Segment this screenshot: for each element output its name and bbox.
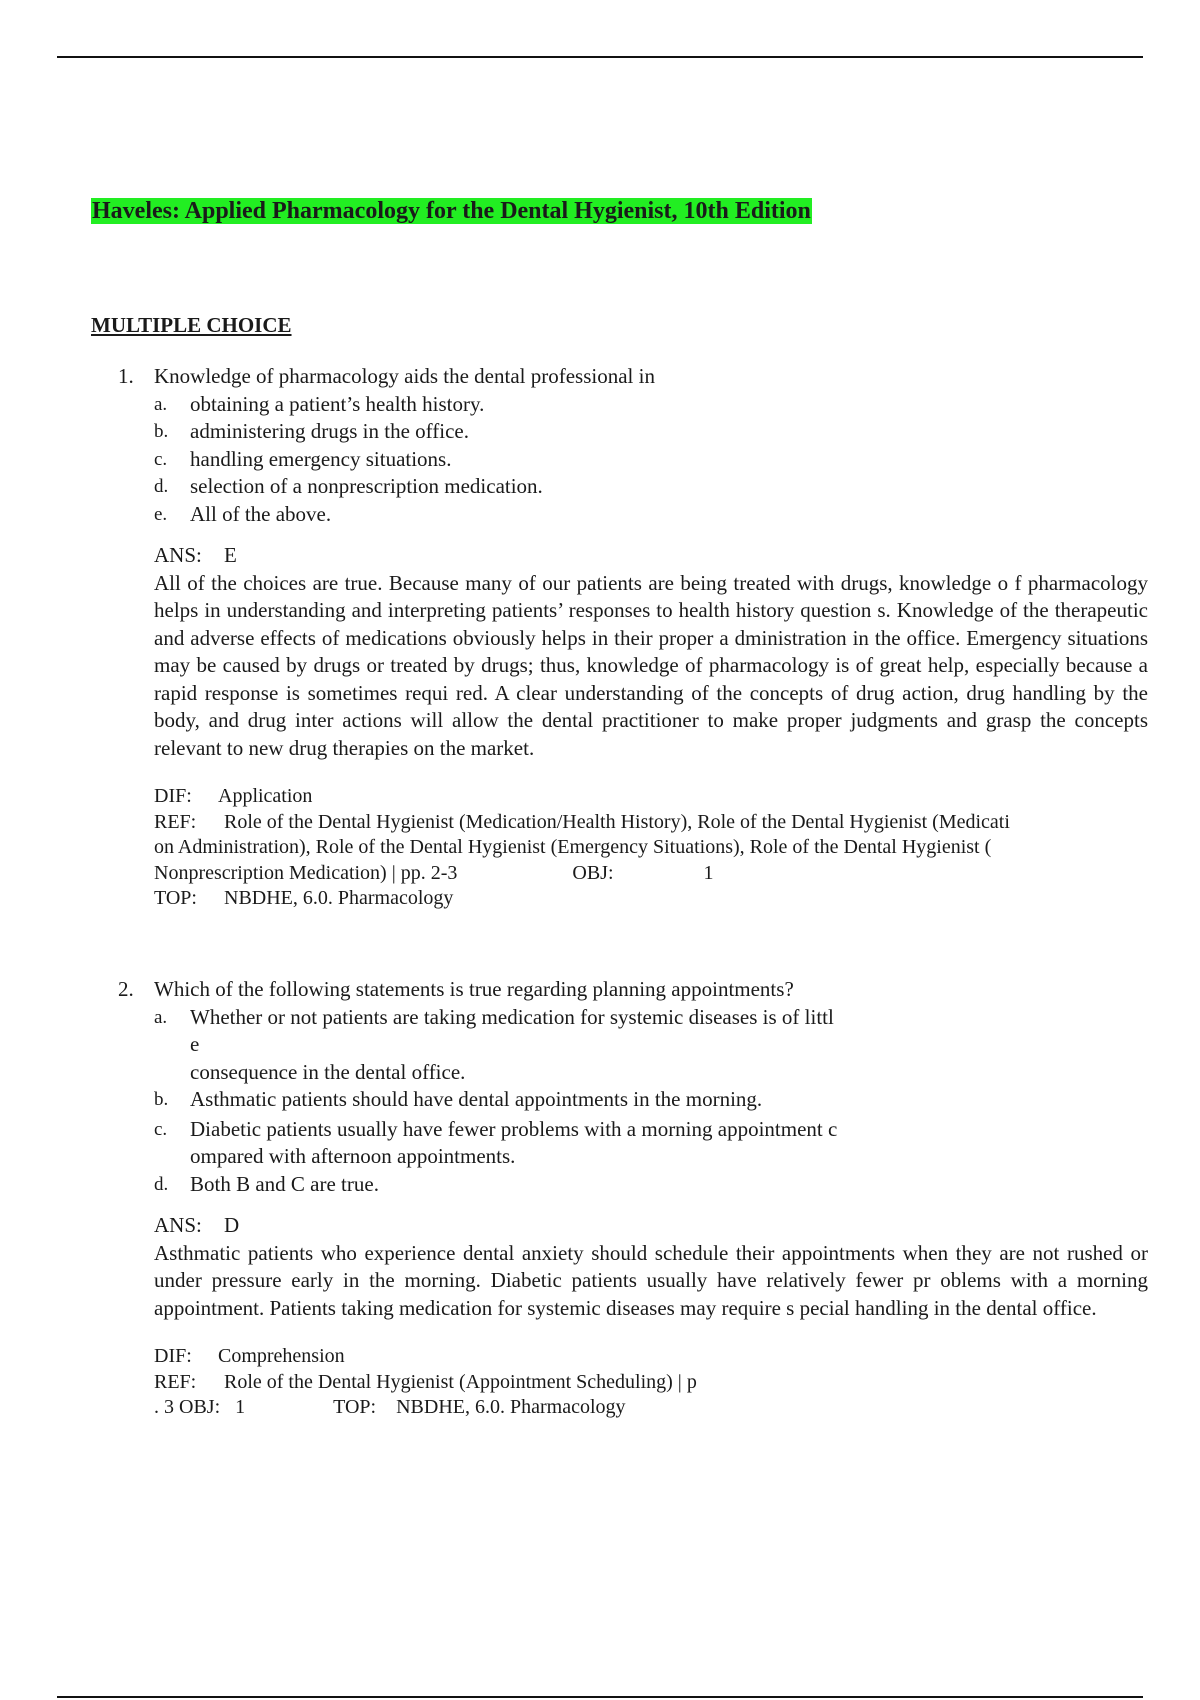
question-2 xyxy=(118,976,1148,1421)
reference-text-1: Role of the Dental Hygienist (Medication/Health History), Role of the Dental Hygienist (Medicati xyxy=(224,810,1010,833)
question-stem xyxy=(118,976,1148,1004)
option-letter: b. xyxy=(154,421,169,442)
objective-label: OBJ: xyxy=(179,1396,221,1418)
answer-options xyxy=(118,391,1148,529)
option-text: Both B and C are true. xyxy=(190,1171,379,1196)
option-letter: d. xyxy=(154,476,169,497)
option-letter: c. xyxy=(154,448,168,470)
objective-label: OBJ: xyxy=(572,861,614,884)
reference-label: REF: xyxy=(154,810,197,833)
answer-explanation: All of the choices are true. Because many of our patients are being treated with drugs, knowledge o f pharmacology helps in understanding and interpreting patients’ responses to health history question s. Knowledge of the therapeutic and adverse effects of medications obviously helps in their proper a dministration in the office. Emergency situations may be caused by drugs or treated by drugs; thus, knowledge of pharmacology is of great help, especially because a rapid response is sometimes requi red. A clear understanding of the concepts of drug action, drug handling by the body, and drug inter actions will allow the dental practitioner to make proper judgments and grasp the concepts relevant to new drug therapies on the market. xyxy=(154,570,1148,760)
question-text: Which of the following statements is true regarding planning appointments? xyxy=(154,977,794,1001)
title-highlight: Haveles: Applied Pharmacology for the Dental Hygienist, 10th Edition xyxy=(92,198,811,224)
answer-options xyxy=(118,1004,1148,1199)
reference-objective-line xyxy=(118,861,1148,887)
section-heading: MULTIPLE CHOICE xyxy=(91,313,292,337)
answer-explanation: Asthmatic patients who experience dental anxiety should schedule their appointments when they are not rushed or under pressure early in the morning. Diabetic patients usually have relatively fewer pr oblems with a morning appointment. Patients taking medication for systemic diseases may require s pecial handling in the dental office. xyxy=(154,1240,1148,1320)
option-text-line-1: Whether or not patients are taking medication for systemic diseases is of littl xyxy=(190,1004,834,1029)
difficulty-line xyxy=(118,784,1148,810)
option-letter: d. xyxy=(154,1173,169,1195)
option-text-line-1: Diabetic patients usually have fewer problems with a morning appointment c xyxy=(190,1116,838,1141)
option-a xyxy=(118,391,1148,419)
reference-line xyxy=(118,810,1148,836)
option-letter: b. xyxy=(154,1089,169,1110)
answer-label: ANS: xyxy=(154,1213,202,1237)
option-d xyxy=(118,1171,1148,1199)
difficulty-label: DIF: xyxy=(154,1345,192,1367)
option-text-line-3: consequence in the dental office. xyxy=(190,1059,466,1084)
topic-label: TOP: xyxy=(154,887,197,909)
option-text-line-2: ompared with afternoon appointments. xyxy=(190,1144,516,1168)
option-text-line-2: e xyxy=(190,1032,200,1056)
top-rule xyxy=(57,56,1143,58)
option-letter: e. xyxy=(154,503,168,525)
reference-text-3: Nonprescription Medication) | pp. 2-3 xyxy=(154,861,458,884)
topic-label: TOP: xyxy=(333,1396,377,1418)
objective-value: 1 xyxy=(703,861,714,884)
answer-value: E xyxy=(224,543,237,567)
difficulty-value: Application xyxy=(218,785,313,807)
option-text: obtaining a patient’s health history. xyxy=(190,391,485,416)
reference-line xyxy=(118,1370,1148,1396)
difficulty-value: Comprehension xyxy=(218,1345,345,1367)
bottom-rule xyxy=(57,1696,1143,1698)
option-c xyxy=(118,446,1148,474)
option-b xyxy=(118,418,1148,446)
reference-text-1: Role of the Dental Hygienist (Appointment Scheduling) | p xyxy=(224,1370,697,1393)
option-a xyxy=(118,1004,1148,1087)
option-text: Asthmatic patients should have dental appointments in the morning. xyxy=(190,1087,763,1111)
option-text: handling emergency situations. xyxy=(190,446,452,471)
answer-label: ANS: xyxy=(154,543,202,567)
question-1 xyxy=(118,363,1148,912)
option-text: All of the above. xyxy=(190,501,332,526)
option-c xyxy=(118,1116,1148,1171)
topic-value: NBDHE, 6.0. Pharmacology xyxy=(396,1396,626,1418)
option-d xyxy=(118,473,1148,501)
option-text: selection of a nonprescription medication. xyxy=(190,474,543,498)
question-number: 2. xyxy=(118,977,134,1001)
objective-value: 1 xyxy=(235,1396,246,1418)
reference-text-2: . 3 xyxy=(154,1396,174,1418)
question-number: 1. xyxy=(118,364,134,388)
question-stem xyxy=(118,363,1148,391)
difficulty-line xyxy=(118,1344,1148,1370)
option-b xyxy=(118,1086,1148,1114)
answer-line xyxy=(118,1212,1148,1240)
option-e xyxy=(118,501,1148,529)
option-letter: a. xyxy=(154,1006,168,1028)
answer-value: D xyxy=(224,1213,240,1237)
reference-objective-topic-line xyxy=(118,1395,1148,1421)
option-letter: a. xyxy=(154,393,168,415)
question-text: Knowledge of pharmacology aids the dental professional in xyxy=(154,364,655,388)
document-title xyxy=(91,196,812,226)
reference-label: REF: xyxy=(154,1370,197,1393)
option-text: administering drugs in the office. xyxy=(190,419,469,443)
reference-line-2: on Administration), Role of the Dental Hygienist (Emergency Situations), Role of the Dental Hygienist ( xyxy=(154,836,992,858)
option-letter: c. xyxy=(154,1118,168,1140)
difficulty-label: DIF: xyxy=(154,785,192,807)
topic-line xyxy=(118,886,1148,912)
topic-value: NBDHE, 6.0. Pharmacology xyxy=(224,887,454,909)
answer-line xyxy=(118,542,1148,570)
